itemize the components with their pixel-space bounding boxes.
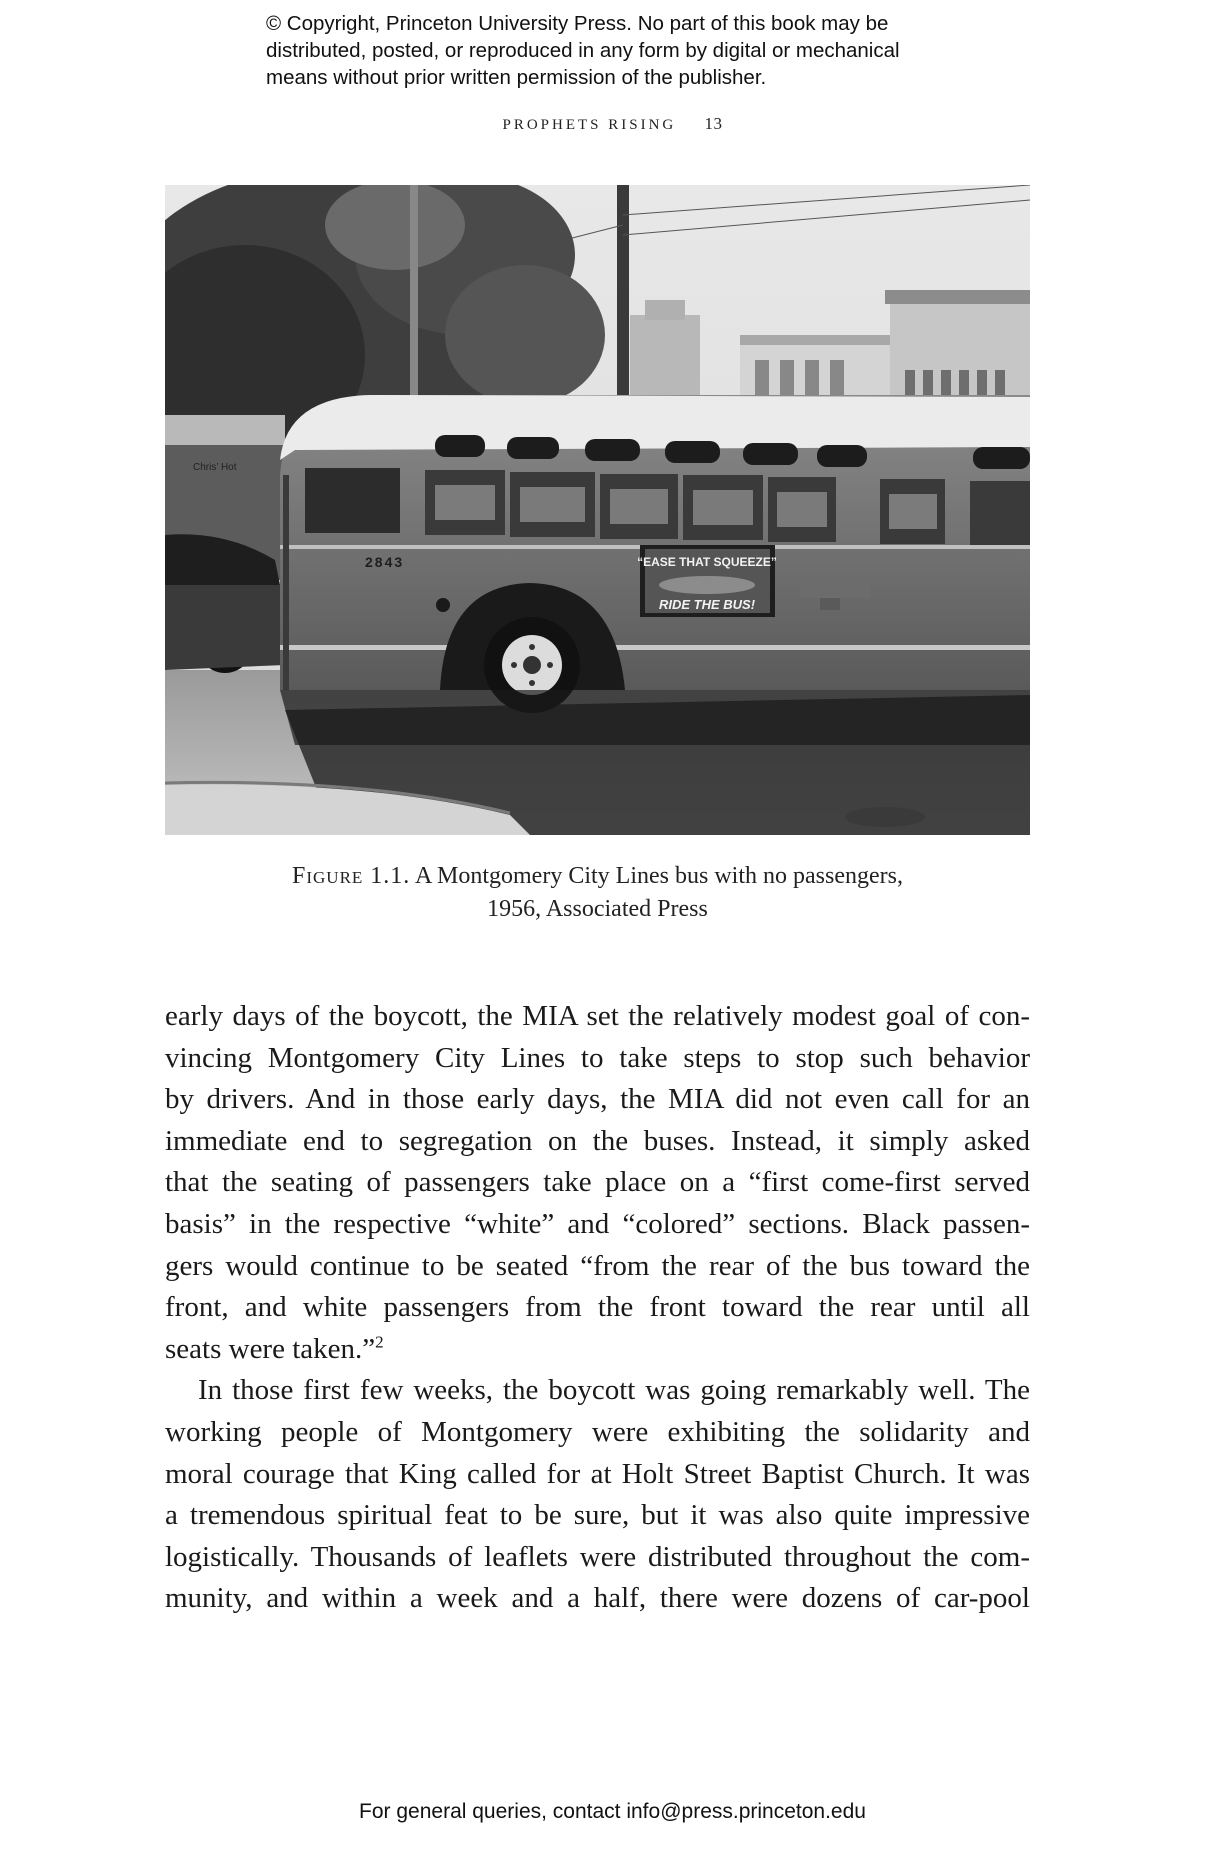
figure-caption: [165, 860, 1030, 926]
text-line: working people of Montgomery were exhibiting the solidarity and: [165, 1415, 1030, 1448]
text-line: gers would continue to be seated “from the rear of the bus toward the: [165, 1249, 1030, 1282]
text-line: moral courage that King called for at Holt Street Baptist Church. It was: [165, 1457, 1030, 1490]
storefront-sign: Chris’ Hot: [193, 462, 237, 473]
footnote-reference[interactable]: 2: [375, 1332, 384, 1352]
copyright-line: means without prior written permission of the publisher.: [266, 66, 767, 89]
text-line: [165, 1329, 1030, 1371]
poster-slogan-bottom: RIDE THE BUS!: [658, 597, 756, 612]
text-line: immediate end to segregation on the buses. Instead, it simply asked: [165, 1124, 1030, 1157]
text-line: by drivers. And in those early days, the MIA did not even call for an: [165, 1083, 1030, 1116]
caption-line: [165, 860, 1030, 893]
bus-number: 2843: [365, 554, 405, 570]
text-line: logistically. Thousands of leaflets were distributed throughout the com-: [165, 1540, 1030, 1573]
text-line: munity, and within a week and a half, there were dozens of car-pool: [165, 1582, 1030, 1615]
text-line: early days of the boycott, the MIA set the relatively modest goal of con-: [165, 1000, 1030, 1032]
running-head: [0, 114, 1225, 134]
figure-label: Figure 1.1.: [292, 863, 411, 889]
text-line: vincing Montgomery City Lines to take steps to stop such behavior: [165, 1041, 1030, 1074]
text-line: In those first few weeks, the boycott was going remarkably well. The: [198, 1374, 1030, 1407]
poster-slogan-top: “EASE THAT SQUEEZE”: [637, 555, 777, 569]
text-line: that the seating of passengers take place on a “first come-first served: [165, 1166, 1030, 1199]
running-head-title: PROPHETS RISING: [502, 117, 677, 133]
bus-photograph: [165, 185, 1030, 835]
body-text: [165, 996, 1030, 1620]
footer-contact: For general queries, contact info@press.princeton.edu: [359, 1800, 866, 1823]
caption-line: 1956, Associated Press: [487, 896, 708, 922]
text-line: front, and white passengers from the front toward the rear until all: [165, 1291, 1030, 1324]
paragraph-end-text: seats were taken.”: [165, 1332, 376, 1365]
caption-text: A Montgomery City Lines bus with no passengers,: [415, 863, 903, 889]
copyright-line: distributed, posted, or reproduced in any form by digital or mechanical: [266, 39, 900, 62]
text-line: a tremendous spiritual feat to be sure, but it was also quite impressive: [165, 1499, 1030, 1532]
copyright-line: © Copyright, Princeton University Press. No part of this book may be: [266, 12, 889, 35]
page-number: 13: [704, 114, 723, 133]
text-line: basis” in the respective “white” and “colored” sections. Black passen-: [165, 1207, 1030, 1240]
copyright-notice: [266, 10, 1006, 91]
